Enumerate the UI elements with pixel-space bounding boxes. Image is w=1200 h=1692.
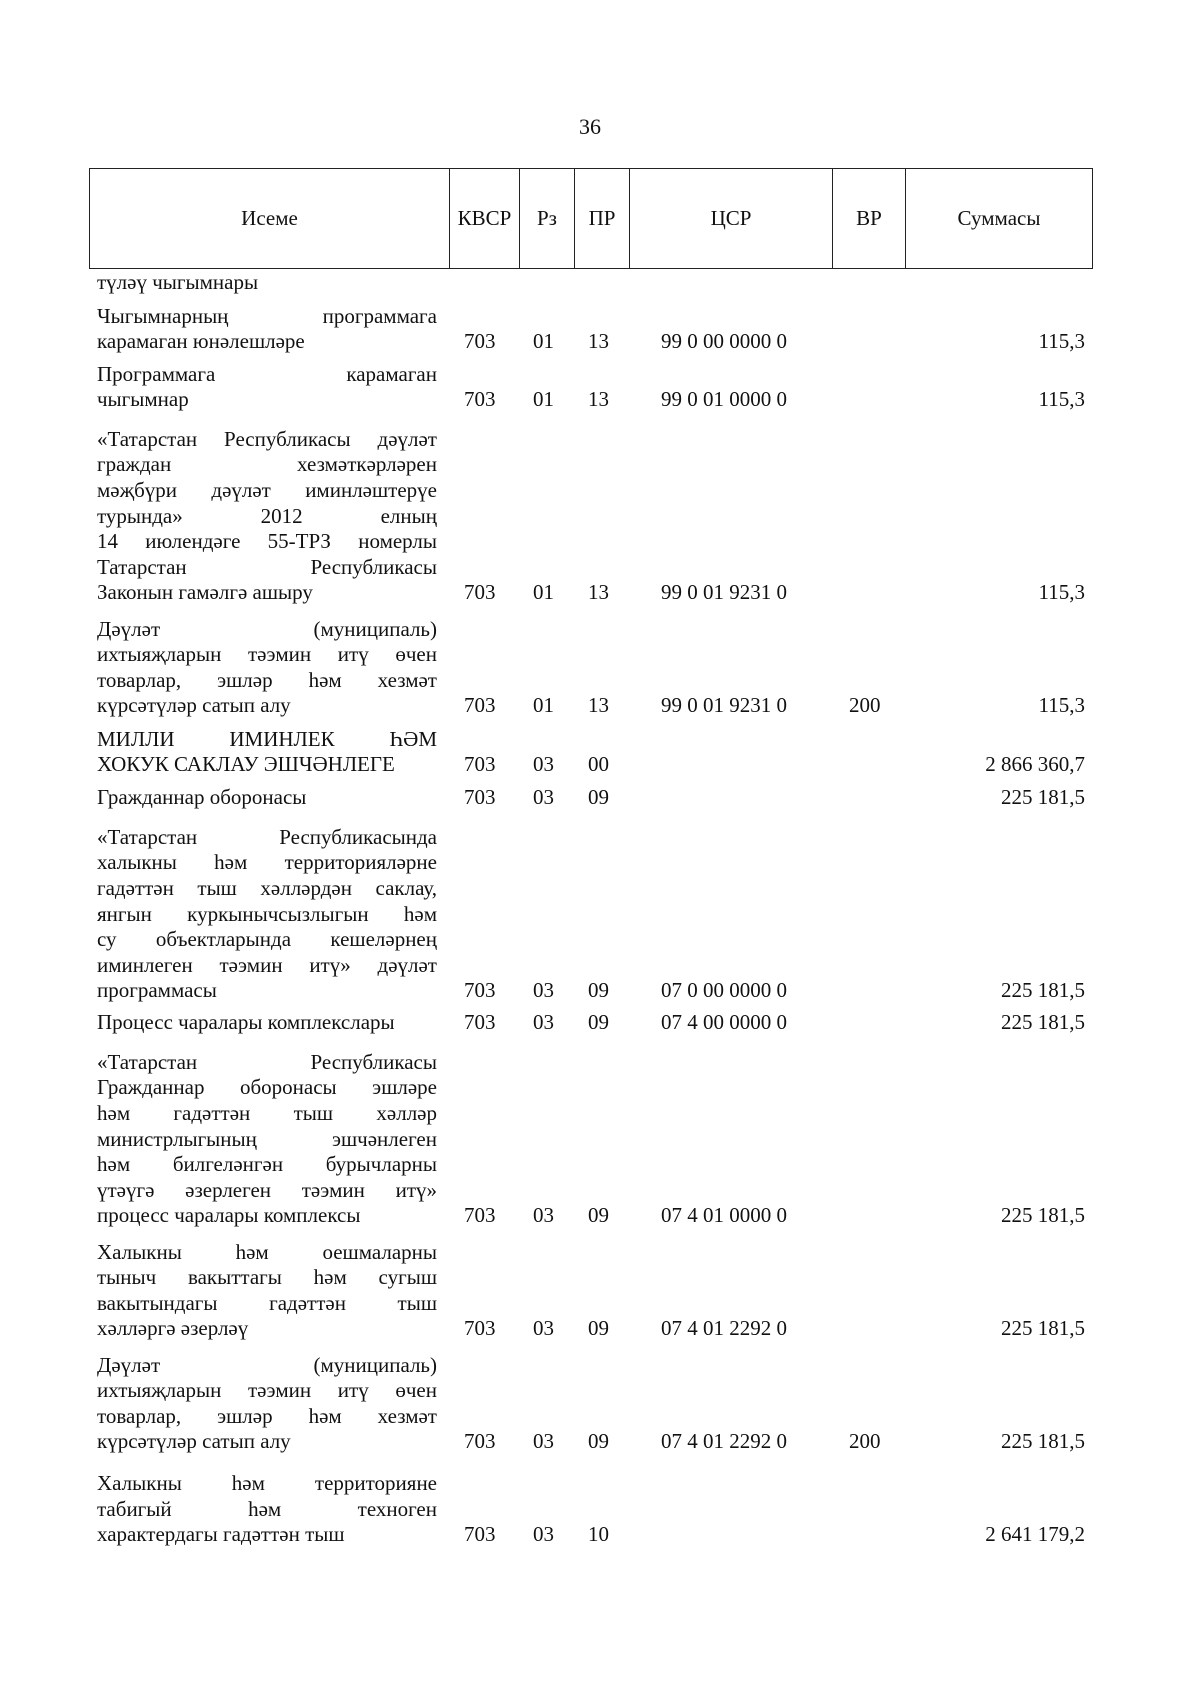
row-name <box>97 1240 437 1342</box>
row-name <box>97 304 437 355</box>
row-kvsr: 703 <box>464 1203 496 1228</box>
row-pr: 09 <box>588 978 609 1003</box>
header-kvsr: КВСР <box>450 169 520 268</box>
row-sum: 115,3 <box>1038 580 1085 605</box>
table-row <box>97 304 1085 355</box>
row-kvsr: 703 <box>464 978 496 1003</box>
row-name <box>97 617 437 719</box>
row-name-line: вакытындагы гадәттән тыш <box>97 1290 437 1315</box>
row-name-line: ихтыяҗларын тәэмин итү өчен <box>97 642 437 667</box>
row-name-line: халыкны һәм территорияләрне <box>97 850 437 875</box>
row-name-line: Татарстан Республикасы <box>97 554 437 579</box>
row-pr: 13 <box>588 693 609 718</box>
row-name-line: ХОКУК САКЛАУ ЭШЧӘНЛЕГЕ <box>97 752 395 777</box>
row-name-line: Гражданнар оборонасы <box>97 785 307 810</box>
row-name-line: товарлар, эшләр һәм хезмәт <box>97 1403 437 1428</box>
table-row <box>97 427 1085 606</box>
row-pr: 09 <box>588 1429 609 1454</box>
row-kvsr: 703 <box>464 752 496 777</box>
row-rz: 03 <box>533 1522 554 1547</box>
row-rz: 01 <box>533 329 554 354</box>
table-row <box>97 785 1085 811</box>
row-csr: 07 4 01 2292 0 <box>661 1316 787 1341</box>
row-name-line: Законын гамәлгә ашыру <box>97 580 313 605</box>
row-rz: 03 <box>533 1010 554 1035</box>
row-sum: 225 181,5 <box>1001 1203 1085 1228</box>
table-row <box>97 825 1085 1004</box>
row-name-line: МИЛЛИ ИМИНЛЕК ҺӘМ <box>97 726 437 751</box>
row-csr: 07 4 00 0000 0 <box>661 1010 787 1035</box>
row-kvsr: 703 <box>464 387 496 412</box>
row-name <box>97 1471 437 1548</box>
row-kvsr: 703 <box>464 1522 496 1547</box>
row-name-line: Дәүләт (муниципаль) <box>97 1352 437 1377</box>
row-vr: 200 <box>849 693 881 718</box>
row-csr: 99 0 01 0000 0 <box>661 387 787 412</box>
row-name-line: «Татарстан Республикасы дәүләт <box>97 426 437 451</box>
row-name-line: чыгымнар <box>97 387 189 412</box>
row-sum: 115,3 <box>1038 387 1085 412</box>
row-name-line: тыныч вакыттагы һәм сугыш <box>97 1265 437 1290</box>
row-name-line: Гражданнар оборонасы эшләре <box>97 1075 437 1100</box>
row-sum: 225 181,5 <box>1001 1316 1085 1341</box>
row-name-line: түләү чыгымнары <box>97 270 259 295</box>
row-pr: 13 <box>588 387 609 412</box>
row-name-line: карамаган юнәлешләре <box>97 329 305 354</box>
row-name-line: Халыкны һәм оешмаларны <box>97 1239 437 1264</box>
row-csr: 07 4 01 2292 0 <box>661 1429 787 1454</box>
row-name <box>97 825 437 1004</box>
row-name-line: Процесс чаралары комплекслары <box>97 1010 395 1035</box>
row-name <box>97 727 437 778</box>
row-name-line: һәм билгеләнгән бурычларны <box>97 1152 437 1177</box>
row-csr: 99 0 01 9231 0 <box>661 580 787 605</box>
row-kvsr: 703 <box>464 329 496 354</box>
row-sum: 2 866 360,7 <box>985 752 1085 777</box>
row-name-line: «Татарстан Республикасы <box>97 1049 437 1074</box>
row-name-line: һәм гадәттән тыш хәлләр <box>97 1101 437 1126</box>
table-row <box>97 1050 1085 1229</box>
row-name-line: граждан хезмәткәрләрен <box>97 452 437 477</box>
row-name-line: Чыгымнарның программага <box>97 303 437 328</box>
row-csr: 99 0 01 9231 0 <box>661 693 787 718</box>
header-pr: ПР <box>575 169 630 268</box>
row-csr: 99 0 00 0000 0 <box>661 329 787 354</box>
row-rz: 01 <box>533 693 554 718</box>
row-name-line: күрсәтүләр сатып алу <box>97 1429 291 1454</box>
row-pr: 00 <box>588 752 609 777</box>
row-name-line: гадәттән тыш хәлләрдән саклау, <box>97 876 437 901</box>
row-pr: 09 <box>588 1316 609 1341</box>
row-name <box>97 1353 437 1455</box>
row-name-line: министрлыгының эшчәнлеген <box>97 1126 437 1151</box>
row-vr: 200 <box>849 1429 881 1454</box>
row-kvsr: 703 <box>464 693 496 718</box>
table-row <box>97 617 1085 719</box>
table-row <box>97 727 1085 778</box>
row-sum: 2 641 179,2 <box>985 1522 1085 1547</box>
row-name-line: су объектларында кешеләрнең <box>97 927 437 952</box>
row-name-line: турында» 2012 елның <box>97 503 437 528</box>
row-kvsr: 703 <box>464 1316 496 1341</box>
table-row <box>97 1240 1085 1342</box>
row-rz: 03 <box>533 785 554 810</box>
row-kvsr: 703 <box>464 1010 496 1035</box>
row-name-line: «Татарстан Республикасында <box>97 824 437 849</box>
page-number: 36 <box>579 114 601 139</box>
row-name-line: товарлар, эшләр һәм хезмәт <box>97 667 437 692</box>
row-name-line: характердагы гадәттән тыш <box>97 1522 345 1547</box>
row-kvsr: 703 <box>464 580 496 605</box>
row-csr: 07 0 00 0000 0 <box>661 978 787 1003</box>
row-rz: 01 <box>533 387 554 412</box>
row-pr: 10 <box>588 1522 609 1547</box>
row-sum: 225 181,5 <box>1001 1429 1085 1454</box>
row-sum: 225 181,5 <box>1001 978 1085 1003</box>
table-row <box>97 1353 1085 1455</box>
row-name-line: Дәүләт (муниципаль) <box>97 616 437 641</box>
header-vr: ВР <box>833 169 906 268</box>
row-pr: 09 <box>588 785 609 810</box>
row-name-line: табигый һәм техноген <box>97 1496 437 1521</box>
row-rz: 03 <box>533 978 554 1003</box>
row-rz: 03 <box>533 1203 554 1228</box>
row-rz: 03 <box>533 1316 554 1341</box>
header-sum: Суммасы <box>957 206 1041 230</box>
row-rz: 01 <box>533 580 554 605</box>
row-sum: 225 181,5 <box>1001 1010 1085 1035</box>
row-rz: 03 <box>533 752 554 777</box>
row-name-line: күрсәтүләр сатып алу <box>97 693 291 718</box>
row-sum: 115,3 <box>1038 693 1085 718</box>
row-name <box>97 1050 437 1229</box>
row-name-line: хәлләргә әзерләү <box>97 1316 249 1341</box>
row-name <box>97 785 437 811</box>
header-csr: ЦСР <box>630 169 833 268</box>
row-pr: 09 <box>588 1203 609 1228</box>
row-name <box>97 1010 437 1036</box>
row-name-line: программасы <box>97 978 217 1003</box>
row-name-line: иминлеген тәэмин итү» дәүләт <box>97 952 437 977</box>
row-pr: 09 <box>588 1010 609 1035</box>
table-row <box>97 362 1085 413</box>
row-kvsr: 703 <box>464 1429 496 1454</box>
table-row <box>97 1010 1085 1036</box>
table-header <box>89 168 1093 269</box>
row-name-line: мәҗбүри дәүләт иминләштерүе <box>97 478 437 503</box>
row-name <box>97 362 437 413</box>
row-name-line: янгын куркынычсызлыгын һәм <box>97 901 437 926</box>
table-row <box>97 270 1085 296</box>
header-name: Исеме <box>90 169 450 268</box>
row-sum: 115,3 <box>1038 329 1085 354</box>
row-pr: 13 <box>588 329 609 354</box>
header-rz: Рз <box>520 169 575 268</box>
row-pr: 13 <box>588 580 609 605</box>
row-sum: 225 181,5 <box>1001 785 1085 810</box>
row-name-line: ихтыяҗларын тәэмин итү өчен <box>97 1378 437 1403</box>
row-rz: 03 <box>533 1429 554 1454</box>
table-row <box>97 1471 1085 1548</box>
row-name-line: 14 июлендәге 55-ТРЗ номерлы <box>97 529 437 554</box>
row-name <box>97 427 437 606</box>
row-csr: 07 4 01 0000 0 <box>661 1203 787 1228</box>
row-name-line: Халыкны һәм территорияне <box>97 1471 437 1496</box>
row-name-line: Программага карамаган <box>97 361 437 386</box>
row-kvsr: 703 <box>464 785 496 810</box>
row-name-line: процесс чаралары комплексы <box>97 1203 361 1228</box>
row-name <box>97 270 437 296</box>
row-name-line: үтәүгә әзерлеген тәэмин итү» <box>97 1177 437 1202</box>
